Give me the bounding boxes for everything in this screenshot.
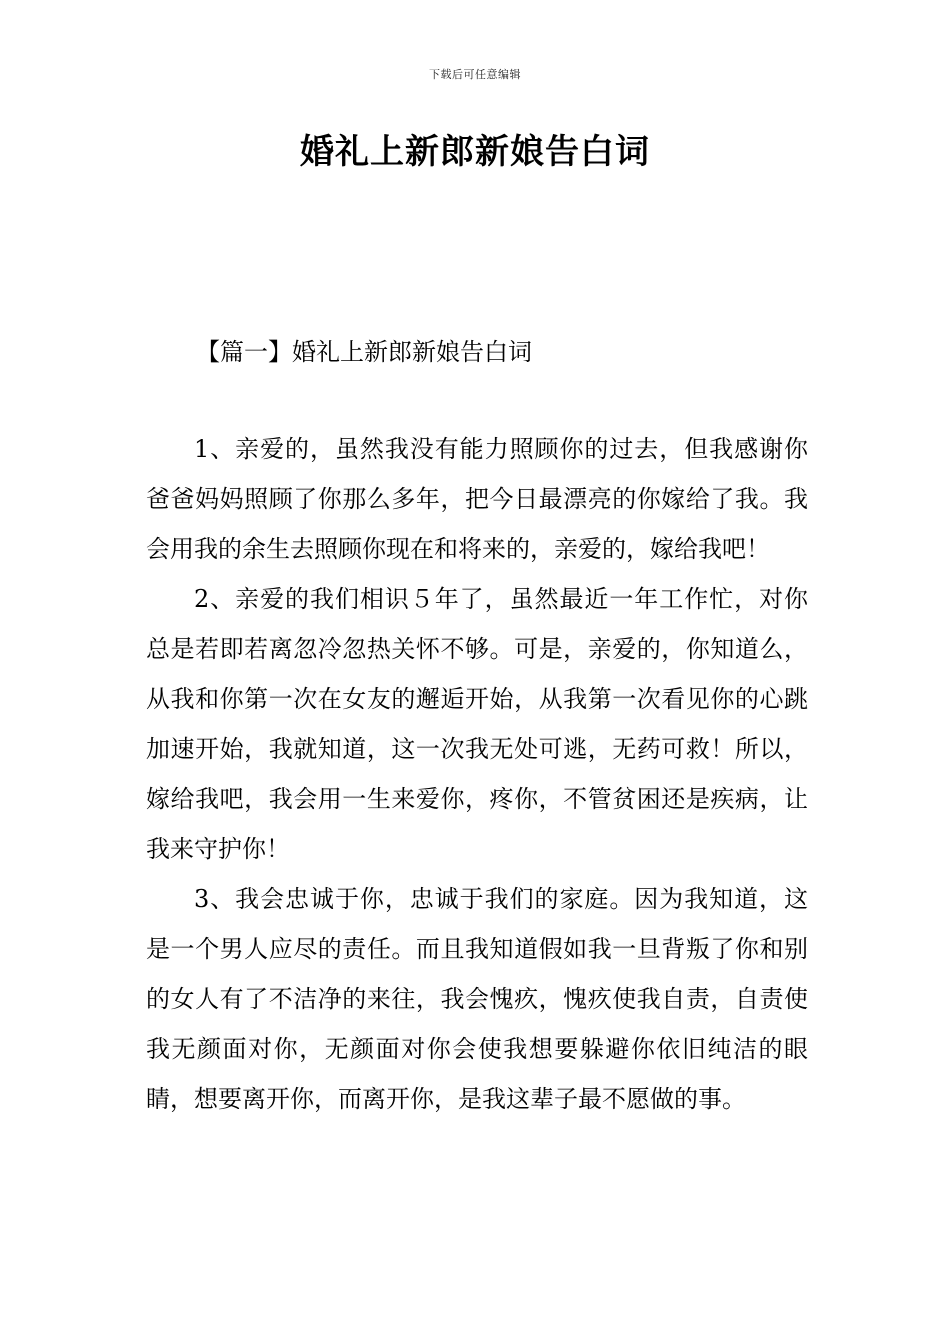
paragraph-3: 3、我会忠诚于你，忠诚于我们的家庭。因为我知道，这是一个男人应尽的责任。而且我知道假如我一旦背叛了你和别的女人有了不洁净的来往，我会愧疚，愧疚使我自责，自责使我无颜面对你，无颜面对你会使我想要躲避你依旧纯洁的眼睛，想要离开你，而离开你，是我这辈子最不愿做的事。 [146,885,808,1113]
document-title: 婚礼上新郎新娘告白词 [300,132,650,172]
header-note: 下载后可任意编辑 [429,68,521,81]
body-text [146,424,808,1124]
paragraph-2: 2、亲爱的我们相识５年了，虽然最近一年工作忙，对你总是若即若离忽冷忽热关怀不够。可是，亲爱的，你知道么，从我和你第一次在女友的邂逅开始，从我第一次看见你的心跳加速开始，我就知道，这一次我无处可逃，无药可救！所以，嫁给我吧，我会用一生来爱你，疼你，不管贫困还是疾病，让我来守护你！ [146,585,808,863]
section-heading: 【篇一】婚礼上新郎新娘告白词 [196,338,532,366]
paragraph-1: 1、亲爱的，虽然我没有能力照顾你的过去，但我感谢你爸爸妈妈照顾了你那么多年，把今日最漂亮的你嫁给了我。我会用我的余生去照顾你现在和将来的，亲爱的，嫁给我吧！ [146,435,808,563]
